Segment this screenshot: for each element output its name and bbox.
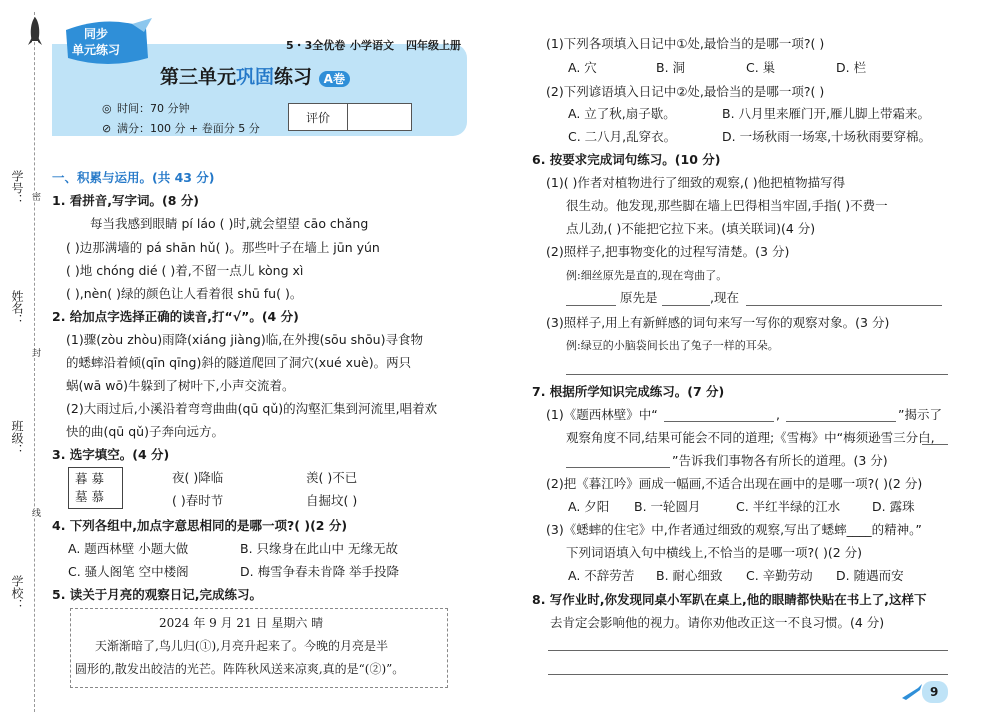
q1-line-4: ( ),nèn( )绿的颜色让人看着很 shū fu( )。 [66,286,303,301]
q7-answer-blank-1[interactable] [664,421,774,422]
diary-date: 2024 年 9 月 21 日 星期六 晴 [159,616,324,630]
q3-item-b: 羡( )不已 [306,470,358,485]
q6-answer-line[interactable] [566,374,948,375]
q3-item-c: ( )春时节 [172,493,224,508]
evaluation-label: 评价 [305,111,330,125]
r1-option-a: A. 穴 [568,60,597,75]
q7-line-4: (2)把《暮江吟》画成一幅画,不适合出现在画中的是哪一项?( )(2 分) [546,476,923,491]
q7-option-e: A. 不辞劳苦 [568,568,635,583]
title-tag: A卷 [319,71,350,87]
observation-diary-box [70,608,448,688]
q2-line-4: (2)大雨过后,小溪沿着弯弯曲曲(qū qǔ)的沟壑汇集到河流里,唱着欢 [66,401,438,416]
diary-line-2: 圆形的,散发出皎洁的光芒。阵阵秋风送来凉爽,真的是“(②)”。 [75,662,405,676]
seal-mark-3: 线 [30,508,40,517]
question-4: 4. 下列各组中,加点字意思相同的是哪一项?( )(2 分) [52,518,348,533]
r1-option-b: B. 洞 [656,60,686,75]
q6-line-3: 点儿劲,( )不能把它拉下来。(填关联词)(4 分) [566,221,816,236]
question-2: 2. 给加点字选择正确的读音,打“√”。(4 分) [52,309,299,324]
q7-answer-blank-3[interactable] [922,444,948,445]
name-label: 姓名： [10,290,24,326]
rocket-footer-icon [900,682,924,702]
q6-answer-blank-1[interactable] [566,305,616,306]
series-name: 5・3全优卷 [286,39,346,52]
q1-line-1: 每当我感到眼睛 pí láo ( )时,就会望望 cāo chǎng [90,216,369,231]
question-1: 1. 看拼音,写字词。(8 分) [52,193,200,208]
grade-name: 四年级上册 [406,39,461,52]
r2-option-b: B. 八月里来雁门开,雁儿脚上带霜来。 [722,106,930,121]
check-icon: ⊘ [102,122,112,135]
evaluation-box [288,103,412,131]
class-label: 班级： [10,420,24,456]
title-part-a: 第三单元 [160,66,237,88]
page-number: 9 [930,685,939,699]
page-title [160,66,350,88]
q7-option-d: D. 露珠 [872,499,915,514]
q6-fill-text-2: ,现在 [710,290,739,305]
q7-line-6: 下列词语填入句中横线上,不恰当的是哪一项?( )(2 分) [566,545,863,560]
q7-line-2: 观察角度不同,结果可能会不同的道理;《雪梅》中“梅须逊雪三分白, [566,430,935,445]
q7-option-b: B. 一轮圆月 [634,499,701,514]
q2-line-3: 蜗(wā wō)牛躲到了树叶下,小声交流着。 [66,378,295,393]
q7-line-1-end: ”揭示了 [898,407,942,422]
school-label: 学校： [10,575,24,611]
question-6: 6. 按要求完成词句练习。(10 分) [532,152,721,167]
r2-option-c: C. 二八月,乱穿衣。 [568,129,677,144]
question-8-line-2: 去肯定会影响他的视力。请你劝他改正这一不良习惯。(4 分) [550,615,885,630]
question-7: 7. 根据所学知识完成练习。(7 分) [532,384,725,399]
q1-line-2: ( )边那满墙的 pá shān hǔ( )。那些叶子在墙上 jūn yún [66,240,380,255]
choice-pair-2: 墓 慕 [75,489,104,504]
q7-answer-blank-4[interactable] [566,467,670,468]
q2-line-5: 快的曲(qū qǔ)子奔向远方。 [66,424,224,439]
title-part-c: 练习 [274,66,313,88]
q2-line-2: 的蟋蟀沿着倾(qīn qīng)斜的隧道爬回了洞穴(xué xuè)。两只 [66,355,412,370]
q7-answer-blank-2[interactable] [786,421,896,422]
q7-option-c: C. 半红半绿的江水 [736,499,841,514]
q8-answer-line-1[interactable] [548,650,948,651]
r1-option-c: C. 巢 [746,60,776,75]
q4-option-c: C. 骚人阁笔 空中楼阁 [68,564,189,579]
q6-line-4: (2)照样子,把事物变化的过程写清楚。(3 分) [546,244,790,259]
q6-line-2: 很生动。他发现,那些脚在墙上巴得相当牢固,手指( )不费一 [566,198,888,213]
question-8-line-1: 8. 写作业时,你发现同桌小军趴在桌上,他的眼睛都快贴在书上了,这样下 [532,592,927,607]
q7-option-g: C. 辛勤劳动 [746,568,813,583]
q2-line-1: (1)骤(zòu zhòu)雨降(xiáng jiàng)临,在外搜(sōu shōu)寻食物 [66,332,423,347]
question-5: 5. 读关于月亮的观察日记,完成练习。 [52,587,263,602]
q1-line-3: ( )地 chóng dié ( )着,不留一点儿 kòng xì [66,263,304,278]
q6-line-1: (1)( )作者对植物进行了细致的观察,( )他把植物描写得 [546,175,846,190]
page-number-badge [922,681,948,703]
r2-option-a: A. 立了秋,扇子歇。 [568,106,676,121]
clock-icon: ◎ [102,102,112,115]
section-1-heading: 一、积累与运用。(共 43 分) [52,170,215,185]
badge-line-2: 单元练习 [72,43,121,57]
r2-question: (2)下列谚语填入日记中②处,最恰当的是哪一项?( ) [546,84,825,99]
q7-option-f: B. 耐心细致 [656,568,723,583]
q6-fill-text-1: 原先是 [620,290,658,305]
q7-comma: , [776,407,780,422]
binding-dashed-line [34,12,35,712]
r1-question: (1)下列各项填入日记中①处,最恰当的是哪一项?( ) [546,36,825,51]
q3-item-d: 自掘坟( ) [306,493,358,508]
rocket-icon [25,15,45,49]
subject-name: 小学语文 [350,39,394,52]
full-score: 满分：100 分 + 卷面分 5 分 [117,122,260,135]
r1-option-d: D. 栏 [836,60,867,75]
title-part-b: 巩固 [236,66,275,88]
q8-answer-line-2[interactable] [548,674,948,675]
q6-answer-blank-2[interactable] [662,305,710,306]
q6-example-2: 例:绿豆的小脑袋间长出了兔子一样的耳朵。 [566,339,779,352]
q7-line-3: ”告诉我们事物各有所长的道理。(3 分) [672,453,888,468]
diary-line-1: 天渐渐暗了,鸟儿归(①),月亮升起来了。今晚的月亮是半 [95,639,388,653]
time-limit: 时间：70 分钟 [117,102,190,115]
student-no-label: 学号： [10,170,24,206]
q4-option-d: D. 梅雪争春未肯降 举手投降 [240,564,400,579]
character-choice-box [68,467,123,509]
badge-line-1: 同步 [84,27,109,41]
question-3: 3. 选字填空。(4 分) [52,447,170,462]
r2-option-d: D. 一场秋雨一场寒,十场秋雨要穿棉。 [722,129,932,144]
seal-mark-2: 封 [30,348,40,357]
choice-pair-1: 暮 募 [75,471,104,486]
seal-mark-1: 密 [30,192,40,201]
q4-option-a: A. 题西林壁 小题大做 [68,541,189,556]
q7-line-1: (1)《题西林壁》中“ [546,407,658,422]
q7-option-h: D. 随遇而安 [836,568,904,583]
q6-answer-blank-3[interactable] [746,305,942,306]
q3-item-a: 夜( )降临 [172,470,224,485]
q6-line-5: (3)照样子,用上有新鲜感的词句来写一写你的观察对象。(3 分) [546,315,890,330]
q7-option-a: A. 夕阳 [568,499,610,514]
q4-option-b: B. 只缘身在此山中 无缘无故 [240,541,398,556]
q7-line-5: (3)《蟋蟀的住宅》中,作者通过细致的观察,写出了蟋蟀____的精神。” [546,522,922,537]
unit-badge [62,18,154,68]
q6-example-1: 例:细丝原先是直的,现在弯曲了。 [566,269,728,282]
